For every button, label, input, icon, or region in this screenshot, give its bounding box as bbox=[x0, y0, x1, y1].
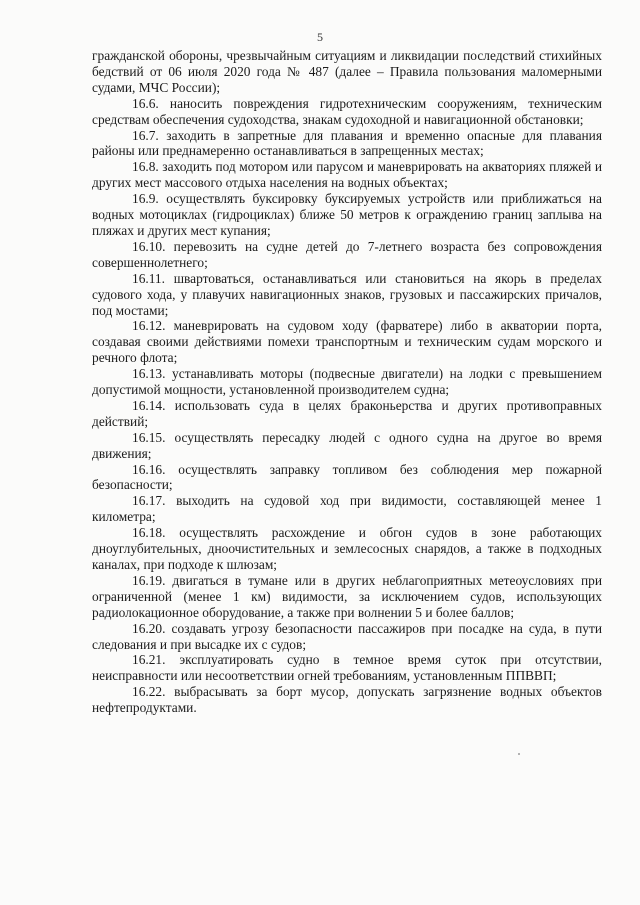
document-body bbox=[92, 48, 602, 716]
list-item: 16.19. двигаться в тумане или в других неблагоприятных метеоусловиях при ограниченной (менее 1 км) видимости, за исключением судов, использующих радиолокационное оборудование, а также при волнении 5 и более баллов; bbox=[92, 572, 602, 620]
list-item: 16.17. выходить на судовой ход при видимости, составляющей менее 1 километра; bbox=[92, 493, 602, 525]
list-item: 16.10. перевозить на судне детей до 7-летнего возраста без сопровождения совершеннолетнего; bbox=[92, 238, 602, 270]
list-item: 16.22. выбрасывать за борт мусор, допускать загрязнение водных объектов нефтепродуктами. bbox=[92, 684, 602, 716]
list-item: 16.16. осуществлять заправку топливом без соблюдения мер пожарной безопасности; bbox=[92, 461, 602, 493]
list-item: 16.7. заходить в запретные для плавания и временно опасные для плавания районы или преднамеренно останавливаться в запрещенных местах; bbox=[92, 127, 602, 159]
scan-artifact-dot bbox=[518, 753, 520, 755]
list-item: 16.18. осуществлять расхождение и обгон судов в зоне работающих дноуглубительных, дноочистительных и землесосных снарядов, а также в подходных каналах, при подходе к шлюзам; bbox=[92, 525, 602, 572]
list-item: 16.13. устанавливать моторы (подвесные двигатели) на лодки с превышением допустимой мощности, установленной производителем судна; bbox=[92, 366, 602, 398]
page-number: 5 bbox=[317, 30, 323, 44]
list-item: 16.6. наносить повреждения гидротехническим сооружениям, техническим средствам обеспечения судоходства, знакам судоходной и навигационной обстановки; bbox=[92, 95, 602, 127]
list-item: 16.21. эксплуатировать судно в темное время суток при отсутствии, неисправности или несоответствии огней требованиям, установленным ППВВП; bbox=[92, 652, 602, 684]
list-item: 16.14. использовать суда в целях браконьерства и других противоправных действий; bbox=[92, 397, 602, 429]
list-item: 16.20. создавать угрозу безопасности пассажиров при посадке на суда, в пути следования и при высадке их с судов; bbox=[92, 620, 602, 652]
list-item: 16.15. осуществлять пересадку людей с одного судна на другое во время движения; bbox=[92, 429, 602, 461]
list-item: 16.9. осуществлять буксировку буксируемых устройств или приближаться на водных мотоциклах (гидроциклах) ближе 50 метров к ограждению границ заплыва на пляжах и других мест купания; bbox=[92, 191, 602, 238]
list-item: 16.11. швартоваться, останавливаться или становиться на якорь в пределах судового хода, у плавучих навигационных знаков, грузовых и пассажирских причалов, под мостами; bbox=[92, 270, 602, 318]
list-item: 16.12. маневрировать на судовом ходу (фарватере) либо в акватории порта, создавая своими действиями помехи транспортным и техническим судам морского и речного флота; bbox=[92, 318, 602, 366]
list-item: 16.8. заходить под мотором или парусом и маневрировать на акваториях пляжей и других мест массового отдыха населения на водных объектах; bbox=[92, 159, 602, 191]
paragraph-intro: гражданской обороны, чрезвычайным ситуациям и ликвидации последствий стихийных бедствий от 06 июля 2020 года № 487 (далее – Правила пользования маломерными судами, МЧС России); bbox=[92, 48, 602, 95]
